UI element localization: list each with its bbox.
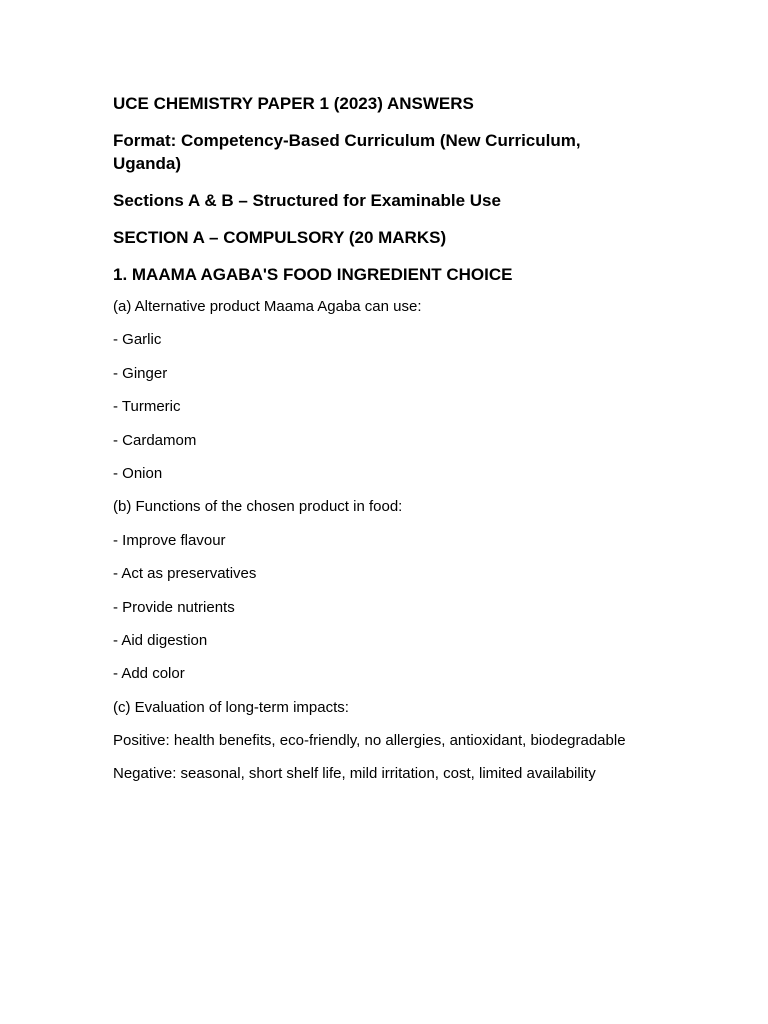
part-a-label: (a) Alternative product Maama Agaba can use: <box>113 298 422 315</box>
list-item: - Add color <box>113 665 185 683</box>
part-b-label: (b) Functions of the chosen product in food: <box>113 498 403 516</box>
list-item: - Ginger <box>113 364 168 382</box>
list-item: - Cardamom <box>113 431 197 449</box>
list-item: - Turmeric <box>113 398 181 416</box>
format-heading: Format: Competency-Based Curriculum (New Curriculum, Uganda) <box>113 131 581 173</box>
sections-heading: Sections A & B – Structured for Examinable Use <box>113 191 501 210</box>
list-item: - Onion <box>113 464 163 482</box>
negative-impacts: Negative: seasonal, short shelf life, mild irritation, cost, limited availability <box>113 765 596 783</box>
positive-impacts: Positive: health benefits, eco-friendly, no allergies, antioxidant, biodegradable <box>113 732 626 750</box>
document-body <box>113 92 653 799</box>
part-b-list <box>113 532 653 684</box>
document-title: UCE CHEMISTRY PAPER 1 (2023) ANSWERS <box>113 94 474 113</box>
list-item: - Aid digestion <box>113 631 208 649</box>
question-1-heading: 1. MAAMA AGABA'S FOOD INGREDIENT CHOICE <box>113 265 513 284</box>
list-item: - Act as preservatives <box>113 565 257 583</box>
section-a-heading: SECTION A – COMPULSORY (20 MARKS) <box>113 228 447 247</box>
list-item: - Garlic <box>113 331 162 349</box>
list-item: - Provide nutrients <box>113 598 235 616</box>
part-c-label: (c) Evaluation of long-term impacts: <box>113 698 349 716</box>
part-a-list <box>113 331 653 483</box>
list-item: - Improve flavour <box>113 531 226 549</box>
